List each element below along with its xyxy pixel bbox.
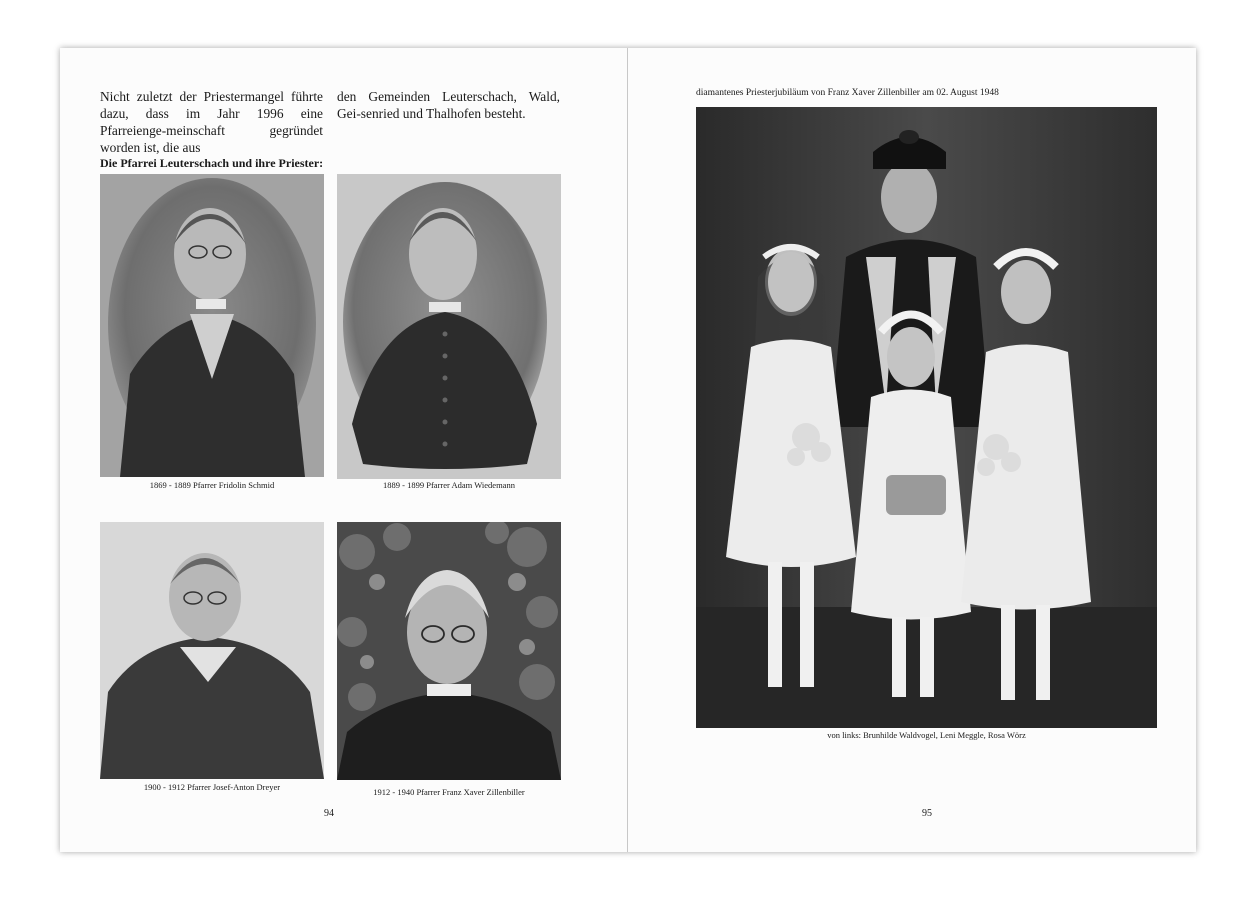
page-number-right: 95 (922, 808, 932, 819)
jubilee-caption: diamantenes Priesterjubiläum von Franz Xaver Zillenbiller am 02. August 1948 (696, 88, 999, 98)
book-spread (60, 48, 1196, 852)
page-number-left: 94 (324, 808, 334, 819)
intro-text-column-1: Nicht zuletzt der Priestermangel führte dazu, dass im Jahr 1996 eine Pfarreienge-meinschaft gegründet worden ist, die aus (100, 89, 323, 155)
intro-text-column-2: den Gemeinden Leuterschach, Wald, Gei-senried und Thalhofen besteht. (337, 89, 560, 121)
caption-wiedemann: 1889 - 1899 Pfarrer Adam Wiedemann (383, 480, 515, 490)
caption-zillenbiller: 1912 - 1940 Pfarrer Franz Xaver Zillenbiller (373, 787, 525, 797)
portrait-photo-wiedemann (337, 174, 561, 479)
right-page (628, 48, 1196, 852)
portrait-photo-dreyer (100, 522, 324, 779)
caption-schmid: 1869 - 1889 Pfarrer Fridolin Schmid (149, 480, 275, 490)
section-heading: Die Pfarrei Leuterschach und ihre Priester: (100, 156, 324, 170)
caption-dreyer: 1900 - 1912 Pfarrer Josef-Anton Dreyer (143, 782, 281, 792)
jubilee-group-photo (696, 107, 1157, 728)
portrait-photo-zillenbiller (337, 522, 561, 780)
children-caption: von links: Brunhilde Waldvogel, Leni Meggle, Rosa Wörz (827, 730, 1026, 740)
portrait-photo-schmid (100, 174, 324, 477)
left-page (60, 48, 628, 852)
